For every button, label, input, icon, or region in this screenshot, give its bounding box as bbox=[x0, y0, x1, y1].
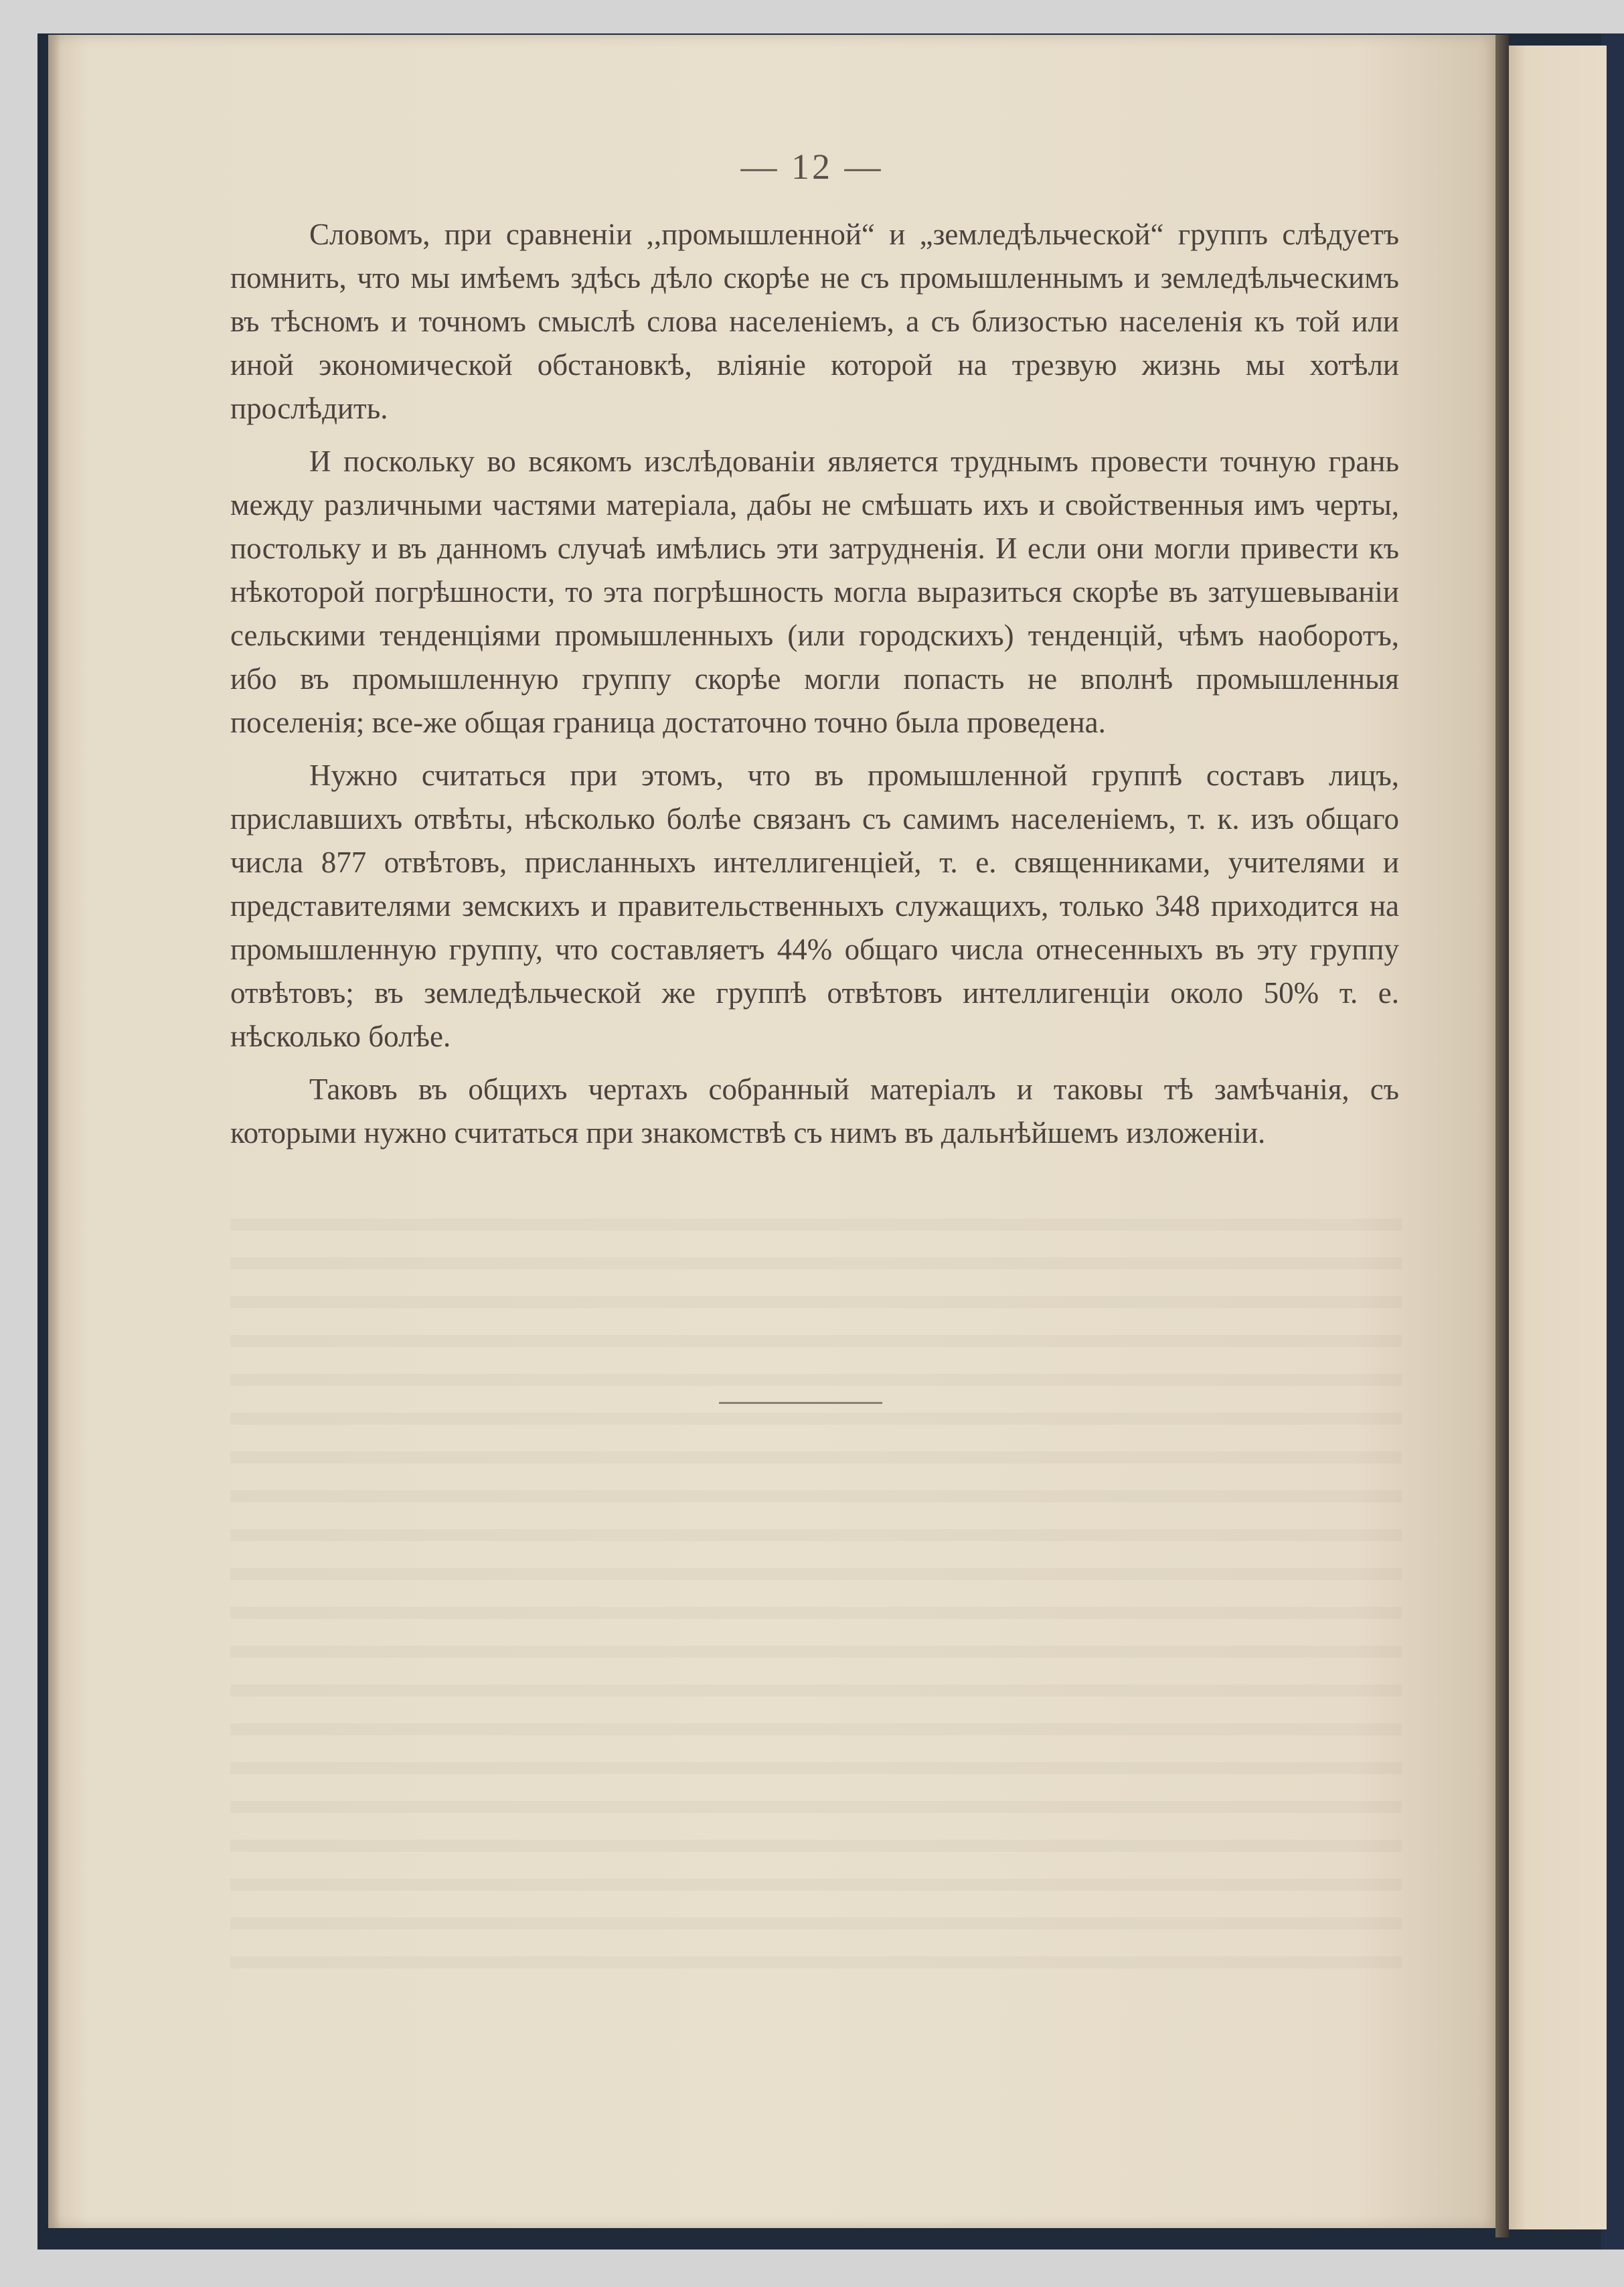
section-divider bbox=[719, 1402, 882, 1404]
paragraph-1: Словомъ, при сравненiи ,,промышленной“ и „земледѣльческой“ группъ слѣдуетъ помнить, что мы имѣемъ здѣсь дѣло скорѣе не съ промышленнымъ и земледѣльческимъ въ тѣсномъ и точномъ смыслѣ слова населенiемъ, а съ близостью населенiя къ той или иной экономической обстановкѣ, влiянiе которой на трезвую жизнь мы хотѣли прослѣдить. bbox=[230, 218, 1399, 425]
paragraph-4: Таковъ въ общихъ чертахъ собранный матерiалъ и таковы тѣ замѣчанiя, съ которыми нужно считаться при знакомствѣ съ нимъ въ дальнѣйшемъ изложенiи. bbox=[230, 1073, 1399, 1150]
body-text bbox=[230, 213, 1399, 1164]
facing-page bbox=[1506, 46, 1607, 2229]
page-number: — 12 — bbox=[740, 147, 884, 187]
paragraph-3: Нужно считаться при этомъ, что въ промышленной группѣ составъ лицъ, приславшихъ отвѣты, нѣсколько болѣе связанъ съ самимъ населенiемъ, т. к. изъ общаго числа 877 отвѣтовъ, присланныхъ интеллигенцiей, т. е. священниками, учителями и представителями земскихъ и правительственныхъ служащихъ, только 348 приходится на промышленную группу, что составляетъ 44% общаго числа отнесенныхъ въ эту группу отвѣтовъ; въ земледѣльческой же группѣ отвѣтовъ интеллигенцiи около 50% т. е. нѣсколько болѣе. bbox=[230, 759, 1399, 1053]
paragraph-2: И поскольку во всякомъ изслѣдованiи является труднымъ провести точную грань между различными частями матерiала, дабы не смѣшать ихъ и свойственныя имъ черты, постольку и въ данномъ случаѣ имѣлись эти затрудненiя. И если они могли привести къ нѣкоторой погрѣшности, то эта погрѣшность могла выразиться скорѣе въ затушевыванiи сельскими тенденцiями промышленныхъ (или городскихъ) тенденцiй, чѣмъ наоборотъ, ибо въ промышленную группу скорѣе могли попасть не вполнѣ промышленныя поселенiя; все-же общая граница достаточно точно была проведена. bbox=[230, 445, 1399, 739]
show-through-text bbox=[230, 1192, 1402, 1968]
book-gutter bbox=[1495, 35, 1509, 2237]
